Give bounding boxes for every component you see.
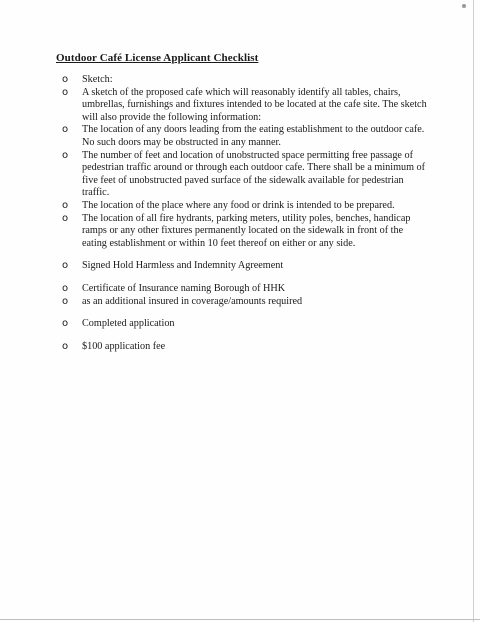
- item-text: The location of all fire hydrants, parking meters, utility poles, benches, handicap ramps or any other fixtures permanently located on the sidewalk in front of the eating establishment or within 10 feet thereof on either or any side.: [82, 212, 411, 249]
- checklist-item-additional-insured: [60, 296, 430, 309]
- bullet-icon: o: [62, 86, 69, 98]
- checklist-item-pedestrian-space: [60, 150, 430, 200]
- checklist-item-fixtures: [60, 213, 430, 251]
- item-text: The location of the place where any food or drink is intended to be prepared.: [82, 199, 395, 211]
- item-text: The number of feet and location of unobstructed space permitting free passage of pedestrian traffic around or through each outdoor cafe. There shall be a minimum of five feet of unobstructed paved surface of the sidewalk available for pedestrian traffic.: [82, 149, 426, 199]
- bullet-icon: o: [62, 318, 69, 330]
- bullet-icon: o: [62, 212, 69, 224]
- bullet-icon: o: [62, 74, 69, 85]
- scan-mark: [462, 4, 466, 8]
- checklist: [60, 74, 430, 353]
- checklist-item-sketch-details: [60, 87, 430, 125]
- item-text: Signed Hold Harmless and Indemnity Agreement: [82, 260, 284, 272]
- bullet-icon: o: [62, 199, 69, 211]
- bullet-icon: o: [62, 282, 69, 294]
- bullet-icon: o: [62, 340, 69, 352]
- item-text: Completed application: [82, 318, 175, 330]
- item-text: The location of any doors leading from the eating establishment to the outdoor cafe. No such doors may be obstructed in any manner.: [82, 124, 425, 148]
- bullet-icon: o: [62, 260, 69, 272]
- item-text: Sketch:: [82, 74, 113, 85]
- scan-edge-right: [473, 0, 474, 622]
- checklist-item-food-prep: [60, 200, 430, 213]
- checklist-item-doors: [60, 124, 430, 149]
- page-title: Outdoor Café License Applicant Checklist: [56, 52, 259, 64]
- bullet-icon: o: [62, 149, 69, 161]
- item-text: $100 application fee: [82, 340, 166, 352]
- item-text: A sketch of the proposed cafe which will reasonably identify all tables, chairs, umbrellas, furnishings and fixtures intended to be located at the cafe site. The sketch will also provide the following information:: [82, 86, 427, 123]
- checklist-item-application: [60, 318, 430, 331]
- item-text: Certificate of Insurance naming Borough of HHK: [82, 282, 286, 294]
- checklist-item-hold-harmless: [60, 260, 430, 273]
- bullet-icon: o: [62, 124, 69, 136]
- bullet-icon: o: [62, 295, 69, 307]
- checklist-item-fee: [60, 341, 430, 354]
- checklist-item-insurance-certificate: [60, 283, 430, 296]
- item-text: as an additional insured in coverage/amounts required: [82, 295, 303, 307]
- checklist-item-sketch: [60, 74, 430, 87]
- scan-edge-bottom: [0, 619, 480, 620]
